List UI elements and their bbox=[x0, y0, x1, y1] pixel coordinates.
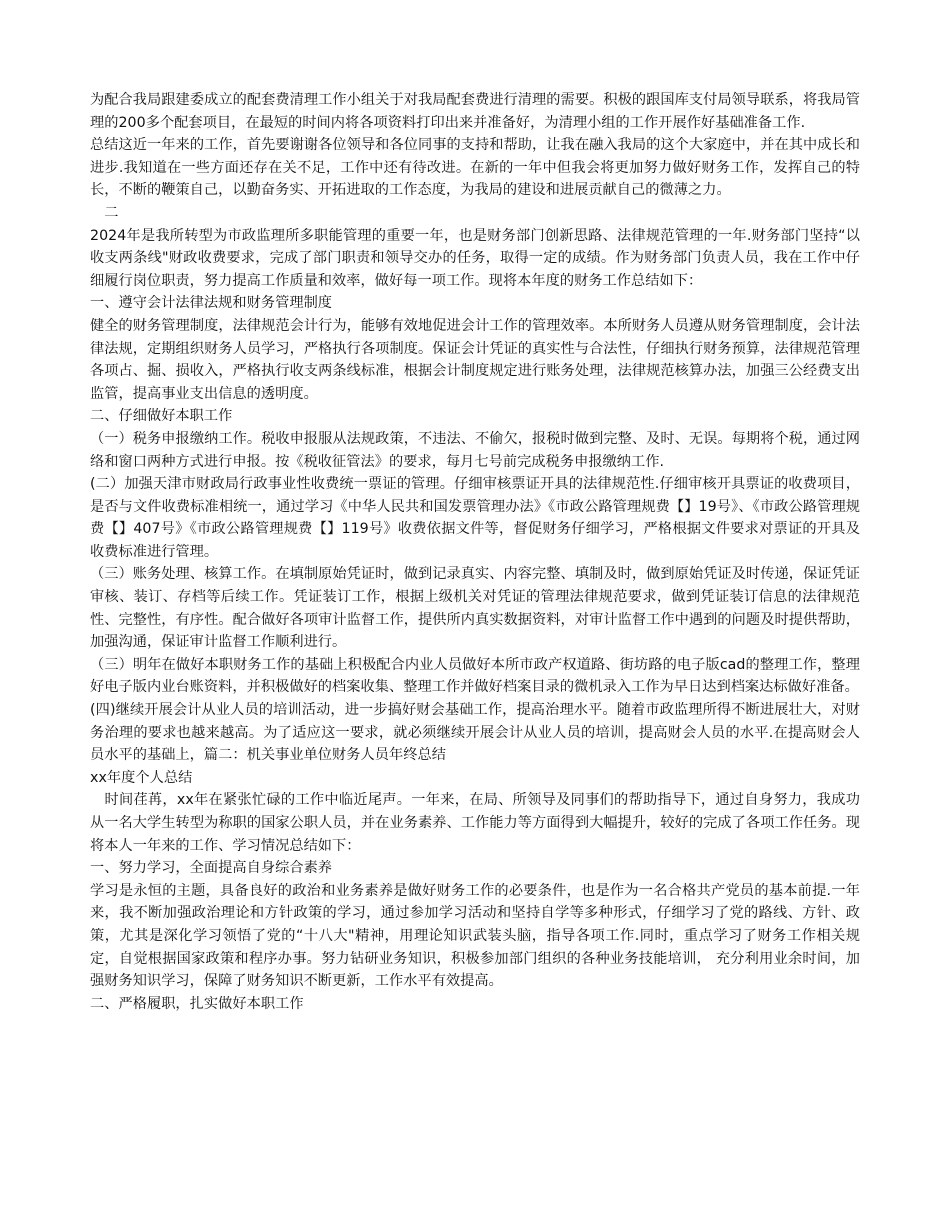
paragraph: 健全的财务管理制度，法律规范会计行为，能够有效地促进会计工作的管理效率。本所财务人员遵从财务管理制度，会计法律法规，定期组织财务人员学习，严格执行各项制度。保证会计凭证的真实性与合法性，仔细执行财务预算，法律规范管理各项占、掘、损收入，严格执行收支两条线标准，根据会计制度规定进行账务处理，法律规范核算办法，加强三公经费支出监管，提高事业支出信息的透明度。 bbox=[90, 317, 860, 402]
paragraph: 为配合我局跟建委成立的配套费清理工作小组关于对我局配套费进行清理的需要。积极的跟国库支付局领导联系，将我局管理的200多个配套项目，在最短的时间内将各项资料打印出来并准备好，为清理小组的工作开展作好基础准备工作. bbox=[90, 92, 860, 131]
paragraph: （三）明年在做好本职财务工作的基础上积极配合内业人员做好本所市政产权道路、街坊路的电子版cad的整理工作，整理好电子版内业台账资料，并积极做好的档案收集、整理工作并做好档案目录的微机录入工作为早日达到档案达标做好准备。 bbox=[90, 656, 860, 696]
paragraph: 时间荏苒，xx年在紧张忙碌的工作中临近尾声。一年来，在局、所领导及同事们的帮助指导下，通过自身努力，我成功从一名大学生转型为称职的国家公职人员，并在业务素养、工作能力等方面得到大幅提升，较好的完成了各项工作任务。现将本人一年来的工作、学习情况总结如下： bbox=[90, 792, 860, 854]
paragraph: 学习是永恒的主题，具备良好的政治和业务素养是做好财务工作的必要条件，也是作为一名合格共产党员的基本前提.一年来，我不断加强政治理论和方针政策的学习，通过参加学习活动和坚持自学等多种形式，仔细学习了党的路线、方针、政策，尤其是深化学习领悟了党的“十八大"精神，用理论知识武装头脑，指导各项工作.同时，重点学习了财务工作相关规定，自觉根据国家政策和程序办事。努力钻研业务知识，积极参加部门组织的各种业务技能培训， 充分利用业余时间，加强财务知识学习，保障了财务知识不断更新，工作水平有效提高。 bbox=[90, 882, 860, 990]
paragraph: (二）加强天津市财政局行政事业性收费统一票证的管理。仔细审核票证开具的法律规范性.仔细审核开具票证的收费项目，是否与文件收费标准相统一，通过学习《中华人民共和国发票管理办法》《市政公路管理规费【】19号》、《市政公路管理规费【】407号》《市政公路管理规费【】119号》收费依据文件等，督促财务仔细学习，严格根据文件要求对票证的开具及收费标准进行管理。 bbox=[90, 476, 860, 560]
paragraph: 总结这近一年来的工作，首先要谢谢各位领导和各位同事的支持和帮助，让我在融入我局的这个大家庭中，并在其中成长和进步.我知道在一些方面还存在关不足，工作中还有待改进。在新的一年中但我会将更加努力做好财务工作，发挥自己的特长，不断的鞭策自己，以勤奋务实、开拓进取的工作态度，为我局的建设和进展贡献自己的微薄之力。 bbox=[90, 137, 860, 199]
paragraph: （一）税务申报缴纳工作。税收申报服从法规政策，不违法、不偷欠，报税时做到完整、及时、无误。每期将个税，通过网络和窗口两种方式进行申报。按《税收征管法》的要求，每月七号前完成税务申报缴纳工作. bbox=[90, 430, 860, 470]
section-heading: 一、努力学习，全面提高自身综合素养 bbox=[90, 860, 333, 877]
paragraph: (四)继续开展会计从业人员的培训活动，进一步搞好财会基础工作，提高治理水平。随着市政监理所得不断进展壮大，对财务治理的要求也越来越高。为了适应这一要求，就必须继续开展会计从业人员的培训，提高财会人员的水平.在提高财会人员水平的基础上，篇二：机关事业单位财务人员年终总结 bbox=[90, 702, 860, 764]
paragraph: （三）账务处理、核算工作。在填制原始凭证时，做到记录真实、内容完整、填制及时，做到原始凭证及时传递，保证凭证审核、装订、存档等后续工作。凭证装订工作，根据上级机关对凭证的管理法律规范要求，做到凭证装订信息的法律规范性、完整性，有序性。配合做好各项审计监督工作，提供所内真实数据资料，对审计监督工作中遇到的问题及时提供帮助，加强沟通，保证审计监督工作顺利进行。 bbox=[90, 566, 860, 651]
document-body bbox=[90, 89, 860, 1015]
section-heading: 二、仔细做好本职工作 bbox=[90, 408, 233, 425]
section-heading: 一、遵守会计法律法规和财务管理制度 bbox=[90, 295, 333, 312]
subtitle: xx年度个人总结 bbox=[90, 769, 193, 786]
section-heading: 二、严格履职，扎实做好本职工作 bbox=[90, 995, 304, 1012]
section-marker: 二 bbox=[90, 204, 119, 221]
paragraph: 2024年是我所转型为市政监理所多职能管理的重要一年，也是财务部门创新思路、法律规范管理的一年.财务部门坚持“以收支两条线"财政收费要求，完成了部门职责和领导交办的任务，取得一定的成绩。作为财务部门负责人员，我在工作中仔细履行岗位职责，努力提高工作质量和效率，做好每一项工作。现将本年度的财务工作总结如下： bbox=[90, 227, 860, 289]
